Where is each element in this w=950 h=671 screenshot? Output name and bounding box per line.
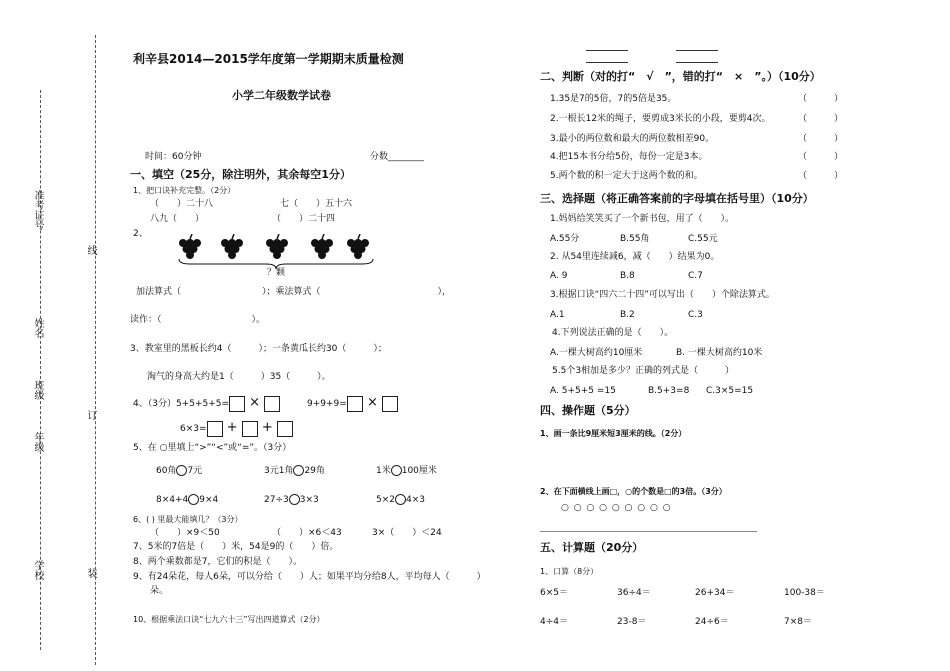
q4-eq3-text: 6×3= <box>180 424 207 434</box>
choice-question: 1.妈妈给笑笑买了一个新书包，用了（ ）。 <box>550 214 735 224</box>
choice-question: 5.5个3相加是多少？正确的列式是（ ） <box>552 366 735 376</box>
calc-sub: 1、口算（8分） <box>540 567 599 576</box>
choice-option[interactable]: A.一棵大树高约10厘米 <box>550 348 643 358</box>
q2-brace-label: ？颗 <box>267 268 286 278</box>
answer-box[interactable] <box>229 396 245 412</box>
exam-no-label: 准考证号 <box>32 190 43 230</box>
score-field: 分数________ <box>370 152 425 162</box>
q5-item: 5×2 4×3 <box>376 495 425 505</box>
header-rule <box>586 62 628 63</box>
q8: 8、两个乘数都是7，它们的积是（ ）。 <box>133 557 302 567</box>
compare-circle[interactable] <box>188 494 199 505</box>
calc-item: 4÷4＝ <box>540 617 568 627</box>
mark-order: 订 <box>85 410 96 420</box>
answer-box[interactable] <box>347 396 363 412</box>
q4-eq2: 9+9+9= × <box>307 394 398 413</box>
choice-option[interactable]: B. 一棵大树高约10米 <box>676 348 763 358</box>
calc-item: 100-38＝ <box>784 588 825 598</box>
header-rule <box>676 62 718 63</box>
judge-item: 1.35是7的5倍，7的5倍是35。 <box>550 94 677 104</box>
q6-item: （ ）×6＜43 <box>272 528 342 538</box>
choice-option[interactable]: A.1 <box>550 310 565 320</box>
grape-icon <box>344 234 372 260</box>
q1-item: （ ）二十八 <box>150 199 214 209</box>
choice-option[interactable]: A. 9 <box>550 271 568 281</box>
judge-paren[interactable]: （ ） <box>798 94 844 104</box>
judge-item: 5.两个数的积一定大于这两个数的和。 <box>550 171 703 181</box>
calc-item: 24÷6＝ <box>695 617 729 627</box>
choice-option[interactable]: C.7 <box>688 271 703 281</box>
class-label: 班级 <box>32 380 43 400</box>
judge-paren[interactable]: （ ） <box>798 134 844 144</box>
calc-item: 7×8＝ <box>784 617 812 627</box>
q2-equations: 加法算式（ ）；乘法算式（ ）， <box>136 287 452 297</box>
q7: 7、5米的7倍是（ ）米，54是9的（ ）倍。 <box>133 542 339 552</box>
mark-line: 线 <box>85 245 96 255</box>
judge-paren[interactable]: （ ） <box>798 152 844 162</box>
q1-item: （ ）二十四 <box>272 214 336 224</box>
judge-item: 3.最小的两位数和最大的两位数相差90。 <box>550 134 715 144</box>
mark-bind: 装 <box>85 568 96 578</box>
answer-box[interactable] <box>264 396 280 412</box>
q5-item: 60角 7元 <box>156 466 203 476</box>
op-circles: ○ ○ ○ ○ ○ ○ ○ ○ ○ <box>561 503 672 513</box>
school-label: 学校 <box>32 560 43 580</box>
section5-title: 五、计算题（20分） <box>540 541 644 554</box>
compare-circle[interactable] <box>395 494 406 505</box>
q1-item: 七（ ）五十六 <box>280 199 353 209</box>
choice-question: 2. 从54里连续减6，减（ ）结果为0。 <box>550 252 720 262</box>
header-rule <box>676 50 718 51</box>
choice-option[interactable]: B.55角 <box>620 234 650 244</box>
q6-item: 3×（ ）＜24 <box>372 528 442 538</box>
judge-item: 4.把15本书分给5份，每份一定是3本。 <box>550 152 708 162</box>
page-subtitle: 小学二年级数学试卷 <box>232 89 331 102</box>
answer-box[interactable] <box>277 421 293 437</box>
compare-circle[interactable] <box>289 494 300 505</box>
choice-option[interactable]: A. 5+5+5 =15 <box>550 386 616 396</box>
q4-eq1: 4、（3分）5+5+5+5= × <box>133 394 280 413</box>
grade-label: 年级 <box>32 432 43 452</box>
answer-box[interactable] <box>242 421 258 437</box>
op-q1: 1、画一条比9厘米短3厘米的线。（2分） <box>540 429 687 438</box>
q6-prompt: 6、( ) 里最大能填几？（3分） <box>133 515 243 524</box>
calc-item: 26+34＝ <box>695 588 735 598</box>
name-label: 姓名 <box>32 318 43 338</box>
section2-title: 二、判断（对的打“ √ ”，错的打“ × ”。）（10分） <box>540 70 821 83</box>
section3-title: 三、选择题（将正确答案前的字母填在括号里）（10分） <box>540 192 814 205</box>
choice-option[interactable]: B.2 <box>620 310 635 320</box>
calc-item: 23-8＝ <box>617 617 647 627</box>
page-title: 利辛县2014—2015学年度第一学期期末质量检测 <box>133 52 404 66</box>
grape-icon <box>263 234 291 260</box>
judge-paren[interactable]: （ ） <box>798 114 844 124</box>
section1-title: 一、填空（25分，除注明外，其余每空1分） <box>130 168 351 181</box>
choice-question: 3.根据口诀“四六二十四”可以写出（ ）个除法算式。 <box>550 290 775 300</box>
choice-option[interactable]: C.55元 <box>688 234 718 244</box>
q2-read: 读作：（ ）。 <box>130 315 266 325</box>
grape-icon <box>218 234 246 260</box>
judge-paren[interactable]: （ ） <box>798 171 844 181</box>
q5-prompt: 5、在 ○里填上“>”“<”或“=”。（3分） <box>133 443 292 453</box>
answer-box[interactable] <box>207 421 223 437</box>
exam-time: 时间：60分钟 <box>145 152 202 162</box>
q9-line2: 朵。 <box>150 586 169 596</box>
header-rule <box>586 50 628 51</box>
compare-circle[interactable] <box>293 465 304 476</box>
choice-option[interactable]: B.8 <box>620 271 635 281</box>
judge-item: 2.一根长12米的绳子，要剪成3米长的小段，要剪4次。 <box>550 114 771 124</box>
compare-circle[interactable] <box>391 465 402 476</box>
drawing-line <box>540 531 757 532</box>
choice-option[interactable]: C.3×5=15 <box>706 386 754 396</box>
q4-eq2-text: 9+9+9= <box>307 399 347 409</box>
q10: 10、根据乘法口诀“七九六十三”写出四道算式（2分） <box>133 615 325 624</box>
q1-item: 八九（ ） <box>150 214 205 224</box>
q9-line1: 9、有24朵花，每人6朵，可以分给（ ）人；如果平均分给8人，平均每人（ ） <box>133 572 486 582</box>
grape-icon <box>308 234 336 260</box>
q3-line2: 淘气的身高大约是1（ ）35（ ）。 <box>147 372 331 382</box>
calc-item: 6×5＝ <box>540 588 568 598</box>
q2-prompt: 2、 <box>133 229 148 239</box>
q5-item: 27÷3 3×3 <box>264 495 319 505</box>
section4-title: 四、操作题（5分） <box>540 404 636 417</box>
q5-item: 1米 100厘米 <box>376 466 437 476</box>
answer-box[interactable] <box>382 396 398 412</box>
choice-option[interactable]: A.55分 <box>550 234 580 244</box>
q5-item: 8×4+4 9×4 <box>156 495 219 505</box>
calc-item: 36÷4＝ <box>617 588 651 598</box>
q4-eq3: 6×3= + + <box>180 419 293 438</box>
q6-item: （ ）×9＜50 <box>150 528 220 538</box>
q4-eq1-text: 4、（3分）5+5+5+5= <box>133 399 230 409</box>
choice-question: 4.下列说法正确的是（ ）。 <box>552 328 674 338</box>
choice-option[interactable]: C.3 <box>688 310 703 320</box>
choice-option[interactable]: B.5+3=8 <box>648 386 690 396</box>
grape-icon <box>176 234 204 260</box>
q5-item: 3元1角 29角 <box>264 466 325 476</box>
q3-line1: 3、教室里的黑板长约4（ ）；一条黄瓜长约30（ ）； <box>130 344 387 354</box>
compare-circle[interactable] <box>176 465 187 476</box>
op-q2: 2、在下面横线上画□，○的个数是□的3倍。（3分） <box>540 487 727 496</box>
q1-prompt: 1、把口诀补充完整。（2分） <box>133 186 236 195</box>
